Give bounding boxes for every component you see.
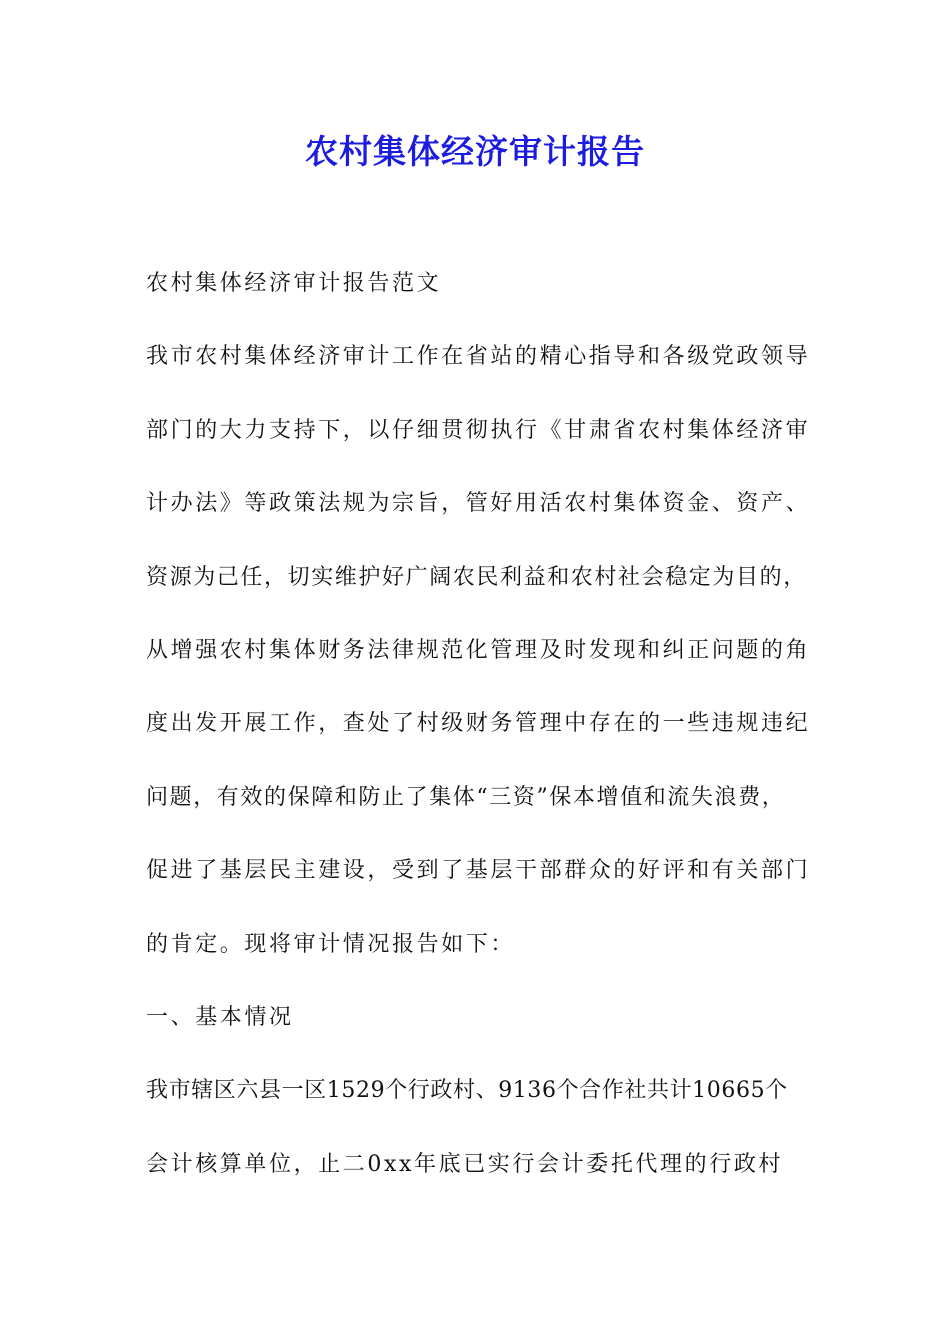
paragraph-line: 问题，有效的保障和防止了集体“三资”保本增值和流失浪费， bbox=[146, 784, 786, 810]
paragraph-line: 部门的大力支持下，以仔细贯彻执行《甘肃省农村集体经济审 bbox=[146, 417, 811, 443]
subtitle-line: 农村集体经济审计报告范文 bbox=[146, 271, 442, 296]
paragraph-line: 度出发开展工作，查处了村级财务管理中存在的一些违规违纪 bbox=[146, 711, 811, 737]
document-body bbox=[146, 266, 818, 1220]
paragraph-line: 我市辖区六县一区1529个行政村、9136个合作社共计10665个 bbox=[146, 1078, 788, 1104]
paragraph-line: 从增强农村集体财务法律规范化管理及时发现和纠正问题的角 bbox=[146, 637, 811, 663]
paragraph-line: 资源为己任，切实维护好广阔农民利益和农村社会稳定为目的， bbox=[146, 564, 807, 590]
paragraph-line: 计办法》等政策法规为宗旨，管好用活农村集体资金、资产、 bbox=[146, 491, 811, 517]
paragraph-line: 促进了基层民主建设，受到了基层干部群众的好评和有关部门 bbox=[146, 858, 811, 884]
section-heading: 一、基本情况 bbox=[146, 1004, 294, 1030]
paragraph-line: 我市农村集体经济审计工作在省站的精心指导和各级党政领导 bbox=[146, 344, 811, 370]
document-title: 农村集体经济审计报告 bbox=[305, 132, 645, 171]
paragraph-line: 的肯定。现将审计情况报告如下： bbox=[146, 931, 516, 957]
paragraph-line: 会计核算单位，止二0xx年底已实行会计委托代理的行政村 bbox=[146, 1151, 784, 1177]
